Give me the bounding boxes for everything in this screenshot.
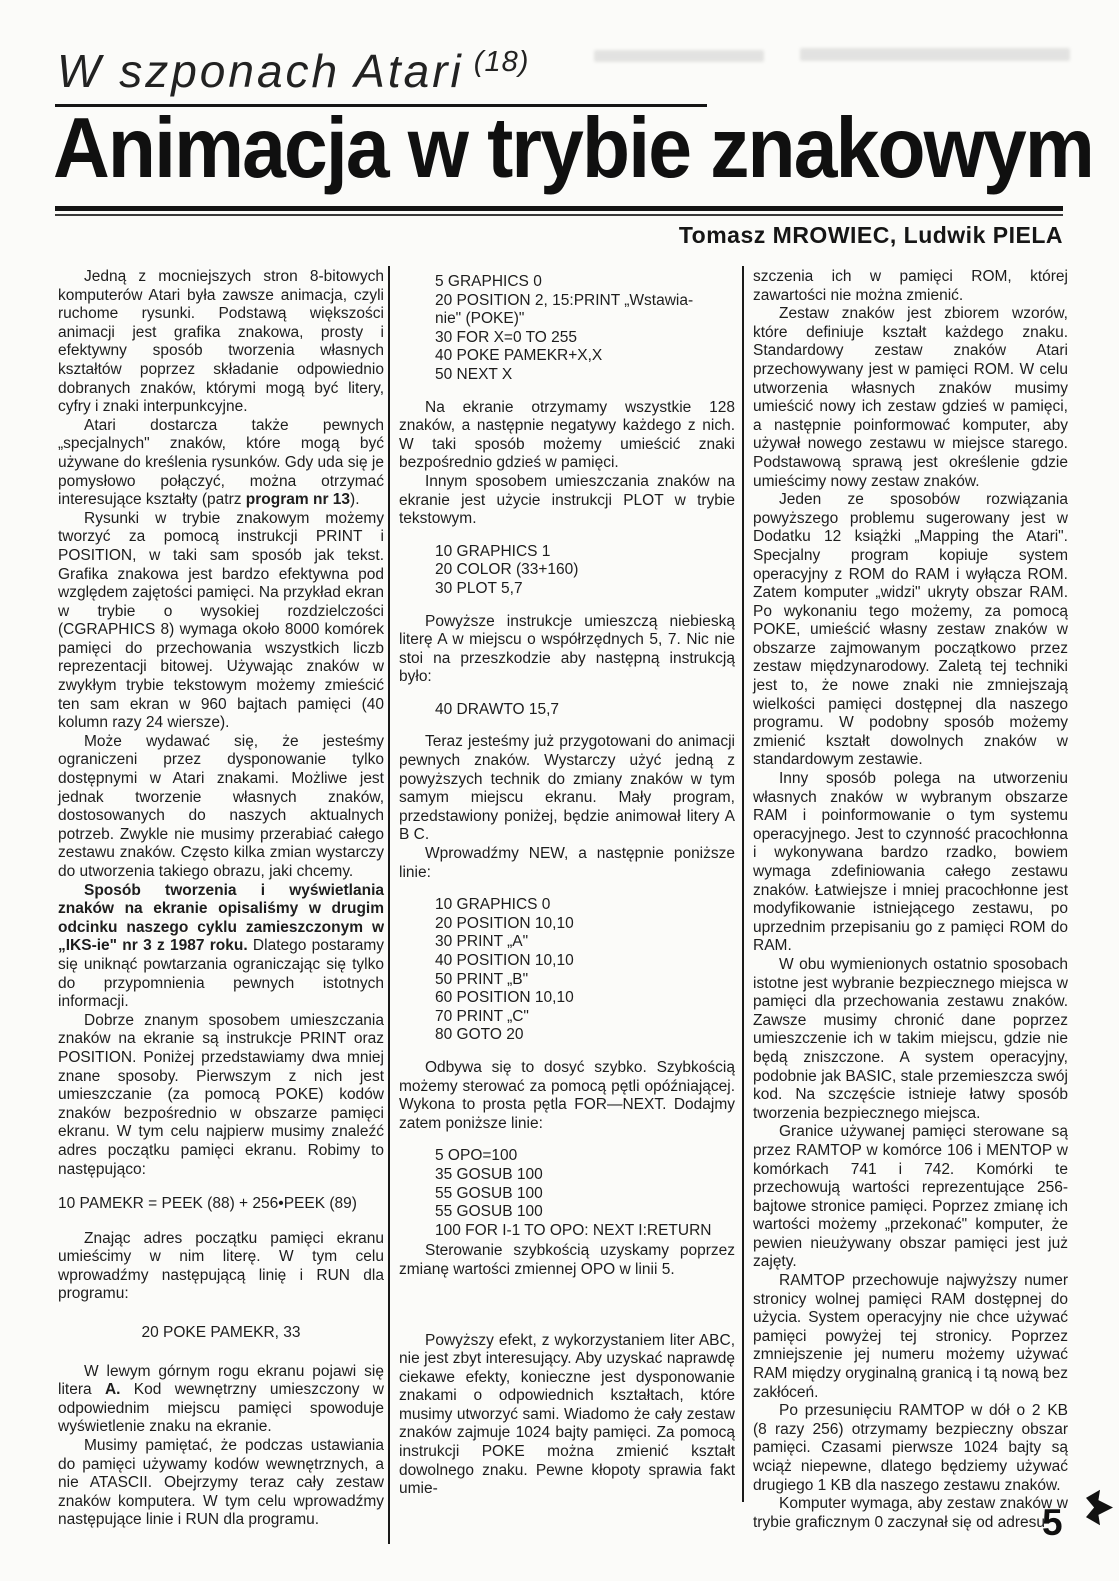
code-block bbox=[399, 1147, 735, 1240]
body-text: W obu wymienionych ostatnio sposobach istotne jest wybranie bezpiecznego miejsca w pamięci dla przechowania zestawu znaków. Zawsze musimy chronić dane poprzez umieszczenie ich w takim miejscu, gdzie nie będą zniszczone. A system operacyjny, podobnie jak BASIC, stale przemieszcza swój kod. Na szczęście istnieje łatwy sposób tworzenia bezpiecznego miejsca. bbox=[753, 955, 1068, 1122]
body-text: Innym sposobem umieszczania znaków na ekranie jest użycie instrukcji PLOT w trybie tekstowym. bbox=[399, 472, 735, 528]
paragraph bbox=[399, 1332, 735, 1499]
paragraph bbox=[399, 845, 735, 882]
body-text: Powyższy efekt, z wykorzystaniem liter ABC, nie jest zbyt interesujący. Aby uzyskać naprawdę ciekawe efekty, konieczne jest dysponowanie znakami o odpowiednich kształtach, które musimy utworzyć sami. Wiadomo że cały zestaw znaków zajmuje 1024 bajty pamięci. Za pomocą instrukcji POKE można zmienić kształt dowolnego znaku. Pewne kłopoty sprawia fakt umie- bbox=[399, 1331, 735, 1498]
code-line: 40 POSITION 10,10 bbox=[435, 952, 574, 969]
paragraph bbox=[753, 268, 1068, 305]
body-text: Atari dostarcza także pewnych „specjalnych" znaków, które mogą być używane do kreślenia rysunków. Gdy uda się je pomysłowo połączyć, można otrzymać interesujące kształty (patrz bbox=[58, 416, 384, 509]
bold-text: A. bbox=[104, 1381, 121, 1399]
body-text: Sterowanie szybkością uzyskamy poprzez zmianę wartości zmiennej OPO w linii 5. bbox=[399, 1242, 735, 1278]
paragraph bbox=[753, 956, 1068, 1123]
paragraph bbox=[399, 399, 735, 473]
paragraph bbox=[399, 733, 735, 845]
paragraph bbox=[753, 770, 1068, 956]
body-text: RAMTOP przechowuje najwyższy numer stronicy wolnej pamięci RAM dostępnej do użycia. System operacyjny nie chce używać pamięci powyżej tej stronicy. Poprzez zmniejszenie jej numeru możemy używać RAM między oryginalną granicą i tą nową bez zakłóceń. bbox=[753, 1272, 1068, 1401]
body-text: Dlatego postaramy się uniknąć powtarzania ograniczając się tylko do przypomnienia pewnych istotnych informacji. bbox=[58, 937, 384, 1011]
code-block bbox=[399, 543, 735, 599]
code-line: 50 PRINT „B" bbox=[435, 970, 529, 988]
paragraph bbox=[58, 733, 384, 882]
body-text: Granice używanej pamięci sterowane są przez RAMTOP w komórce 106 i MENTOP w komórkach 741 i 742. Komórki te przechowują wartości reprezentujące 256-bajtowe stronice pamięci. Poprzez zmianę ich wartości możemy „przekonać" komputer, że pewien nieużywany obszar pamięci jest już zajęty. bbox=[753, 1123, 1068, 1271]
code-line: nie" (POKE)" bbox=[435, 310, 525, 328]
body-text: Inny sposób polega na utworzeniu własnych znaków w wybranym obszarze RAM i poinformowanie o tym systemu operacyjnego. Jest to czynność pracochłonna i wykonywana bardzo rzadko, bowiem wymaga zdefiniowania całego zestawu znaków. Łatwiejsze i mniej pracochłonne jest modyfikowanie istniejącego zestawu, po uprzednim przepisaniu go z pamięci ROM do RAM. bbox=[753, 770, 1068, 955]
code-line: 70 PRINT „C" bbox=[435, 1007, 529, 1025]
code-line: 100 FOR I-1 TO OPO: NEXT I:RETURN bbox=[435, 1221, 712, 1239]
paragraph bbox=[58, 510, 384, 733]
code-line: 10 GRAPHICS 0 bbox=[435, 896, 551, 914]
body-text: Komputer wymaga, aby zestaw znaków w trybie graficznym 0 zaczynał się od adresu bbox=[753, 1495, 1068, 1531]
paragraph bbox=[399, 613, 735, 687]
code-block bbox=[58, 1324, 384, 1343]
paragraph bbox=[753, 491, 1068, 770]
column-separator bbox=[388, 266, 390, 1544]
code-block bbox=[399, 701, 735, 720]
body-text: Znając adres początku pamięci ekranu umieścimy w nim literę. W tym celu wprowadźmy następującą linię i RUN dla programu: bbox=[58, 1229, 384, 1303]
code-line: 20 POSITION 2, 15:PRINT „Wstawia- bbox=[435, 291, 694, 309]
headline-rule-thick bbox=[55, 206, 1063, 211]
code-line: 10 GRAPHICS 1 bbox=[435, 542, 551, 560]
code-line: 40 DRAWTO 15,7 bbox=[435, 700, 560, 718]
body-text: Rysunki w trybie znakowym możemy tworzyć za pomocą instrukcji PRINT i POSITION, w taki sam sposób jak tekst. Grafika znakowa jest bardzo efektywna pod względem zajętości pamięci. Na przykład ekran w trybie o wysokiej rozdzielczości (CGRAPHICS 8) wymaga około 8000 komórek pamięci do przechowania wszystkich liczb reprezentacji bitowej. Używając znaków w zwykłym trybie tekstowym możemy zmieścić ten sam ekran w 960 bajtach pamięci (40 kolumn razy 24 wiersze). bbox=[58, 509, 384, 732]
paragraph bbox=[753, 305, 1068, 491]
continuation-arrow-icon bbox=[1086, 1489, 1113, 1526]
scan-smudge bbox=[594, 50, 764, 62]
paragraph bbox=[58, 1012, 384, 1179]
scan-smudge bbox=[800, 48, 1070, 61]
code-line: 30 PLOT 5,7 bbox=[435, 579, 523, 597]
code-line: 10 PAMEKR = PEEK (88) + 256•PEEK (89) bbox=[58, 1195, 357, 1213]
code-block bbox=[58, 1195, 384, 1214]
authors-byline: Tomasz MROWIEC, Ludwik PIELA bbox=[678, 222, 1063, 248]
body-text: Może wydawać się, że jesteśmy ograniczeni przez dysponowanie tylko dostępnymi w Atari znakami. Możliwe jest jednak tworzenie własnych znaków, dostosowanych do naszych aktualnych potrzeb. Zwykle nie musimy przerabiać całego zestawu znaków. Często kilka zmian wystarczy do utworzenia takiego obrazu, jaki chcemy. bbox=[58, 732, 384, 880]
paragraph bbox=[58, 1363, 384, 1437]
body-text: Jedną z mocniejszych stron 8-bitowych komputerów Atari była zawsze animacja, czyli ruchome rysunki. Podstawą większości animacji jest grafika znakowa, prosty i efektywny sposób tworzenia własnych kształtów poprzez składanie odpowiednio dobranych znaków, którymi mogą być litery, cyfry i znaki interpunkcyjne. bbox=[58, 268, 384, 416]
body-text: Jeden ze sposobów rozwiązania powyższego problemu sugerowany jest w Dodatku 12 książki „Mapping the Atari". Specjalny program kopiuje system operacyjny z ROM do RAM i wyłącza ROM. Zatem komputer „widzi" ukryty obszar RAM. Po wykonaniu tego możemy, za pomocą POKE, umieścić własny zestaw znaków w obszarze zajmowanym początkowo przez zestaw międzynarodowy. Zaletą tej techniki jest to, że nowe znaki nie zmniejszają wielkości pamięci dostępnej dla naszego programu. W podobny sposób możemy zmienić kształt dowolnych znaków w standardowym zestawie. bbox=[753, 491, 1068, 769]
headline-rule-thin bbox=[55, 214, 1063, 216]
code-line: 80 GOTO 20 bbox=[435, 1026, 524, 1044]
body-text: ). bbox=[350, 491, 360, 509]
body-text: Teraz jesteśmy już przygotowani do animacji pewnych znaków. Wystarczy użyć jedną z powyższych technik do zmiany znaków w tym samym miejscu ekranu. Mały program, przedstawiony poniżej, będzie animował litery A B C. bbox=[399, 733, 735, 844]
body-text: Kod wewnętrzny umieszczony w odpowiednim miejscu pamięci spowoduje wyświetlenie znaku na ekranie. bbox=[58, 1381, 384, 1436]
paragraph bbox=[753, 1272, 1068, 1402]
paragraph bbox=[399, 1242, 735, 1279]
code-line: 20 COLOR (33+160) bbox=[435, 561, 579, 579]
code-line: 55 GOSUB 100 bbox=[435, 1203, 543, 1221]
paragraph bbox=[753, 1402, 1068, 1495]
bold-text: Sposób tworzenia i wyświetlania znaków na ekranie opisaliśmy w drugim odcinku naszego cyklu zamieszczonym w „IKS-ie" nr 3 z 1987 roku. bbox=[58, 881, 384, 955]
body-text: Wprowadźmy NEW, a następnie poniższe linie: bbox=[399, 845, 735, 881]
paragraph bbox=[753, 1495, 1068, 1532]
column-separator bbox=[742, 266, 744, 1502]
code-block bbox=[399, 273, 735, 385]
code-line: 35 GOSUB 100 bbox=[435, 1165, 543, 1183]
code-line: 55 GOSUB 100 bbox=[435, 1184, 543, 1202]
paragraph bbox=[399, 473, 735, 529]
code-line: 5 GRAPHICS 0 bbox=[435, 273, 542, 290]
code-line: 20 POKE PAMEKR, 33 bbox=[141, 1324, 301, 1342]
code-block bbox=[399, 896, 735, 1045]
series-number: (18) bbox=[473, 46, 530, 78]
paragraph bbox=[58, 268, 384, 417]
series-title bbox=[57, 44, 529, 98]
code-line: 20 POSITION 10,10 bbox=[435, 914, 574, 932]
code-line: 60 POSITION 10,10 bbox=[435, 989, 574, 1007]
code-line: 50 NEXT X bbox=[435, 365, 513, 383]
paragraph bbox=[399, 1059, 735, 1133]
body-text: Dobrze znanym sposobem umieszczania znaków na ekranie są instrukcje PRINT oraz POSITION. Poniżej przedstawiamy dwa mniej znane sposoby. Pierwszym z nich jest umieszczanie (za pomocą POKE) kodów znaków bezpośrednio w obszarze pamięci ekranu. W tym celu najpierw musimy znaleźć adres początku pamięci ekranu. Robimy to następująco: bbox=[58, 1011, 384, 1178]
body-text: Musimy pamiętać, że podczas ustawiania do pamięci używamy kodów wewnętrznych, a nie ATASCII. Obejrzymy teraz cały zestaw znaków komputera. W tym celu wprowadźmy następujące linie i RUN dla programu. bbox=[58, 1437, 384, 1529]
body-text: szczenia ich w pamięci ROM, której zawartości nie można zmienić. bbox=[753, 268, 1068, 304]
code-line: 30 PRINT „A" bbox=[435, 933, 529, 951]
body-text: Odbywa się to dosyć szybko. Szybkością możemy sterować za pomocą pętli opóźniającej. Wykona to prosta pętla FOR—NEXT. Dodajmy zatem poniższe linie: bbox=[399, 1058, 735, 1132]
body-text: Na ekranie otrzymamy wszystkie 128 znaków, a następnie negatywy każdego z nich. W taki sposób możemy umieścić znaki bezpośrednio gdzieś w pamięci. bbox=[399, 398, 735, 472]
code-line: 40 POKE PAMEKR+X,X bbox=[435, 347, 603, 365]
paragraph bbox=[58, 417, 384, 510]
paragraph bbox=[58, 882, 384, 1012]
column-1 bbox=[58, 268, 384, 1530]
page-number: 5 bbox=[1042, 1502, 1063, 1543]
column-3 bbox=[753, 268, 1068, 1532]
body-text: W lewym górnym rogu ekranu pojawi się litera bbox=[58, 1362, 384, 1399]
code-line: 30 FOR X=0 TO 255 bbox=[435, 328, 578, 346]
series-title-text: W szponach Atari bbox=[57, 45, 464, 97]
article-headline: Animacja w trybie znakowym bbox=[53, 101, 1093, 196]
body-text: Zestaw znaków jest zbiorem wzorów, które definiuje kształt każdego znaku. Standardowy zestaw znaków Atari przechowywany jest w pamięci ROM. W celu utworzenia własnych znaków musimy umieścić nowy ich zestaw gdzieś w pamięci, a następnie poinformować komputer, aby używał nowego zestawu w miejsce starego. Podstawową sprawą jest określenie gdzie umieścimy nowy zestaw znaków. bbox=[753, 305, 1068, 490]
paragraph bbox=[58, 1437, 384, 1530]
body-text: Po przesunięciu RAMTOP w dół o 2 KB (8 razy 256) otrzymamy bezpieczny obszar pamięci. Czasami pierwsze 1024 bajty są wciąż niepewne, dlatego będziemy używać drugiego 1 KB dla naszego zestawu znaków. bbox=[753, 1402, 1068, 1494]
column-2 bbox=[399, 268, 735, 1499]
bold-text: program nr 13 bbox=[245, 491, 351, 509]
body-text: Powyższe instrukcje umieszczą niebieską literę A w miejscu o współrzędnych 5, 7. Nic nie stoi na przeszkodzie aby następną instrukcją było: bbox=[399, 612, 735, 686]
paragraph bbox=[753, 1123, 1068, 1272]
paragraph bbox=[58, 1230, 384, 1304]
code-line: 5 OPO=100 bbox=[435, 1147, 518, 1165]
